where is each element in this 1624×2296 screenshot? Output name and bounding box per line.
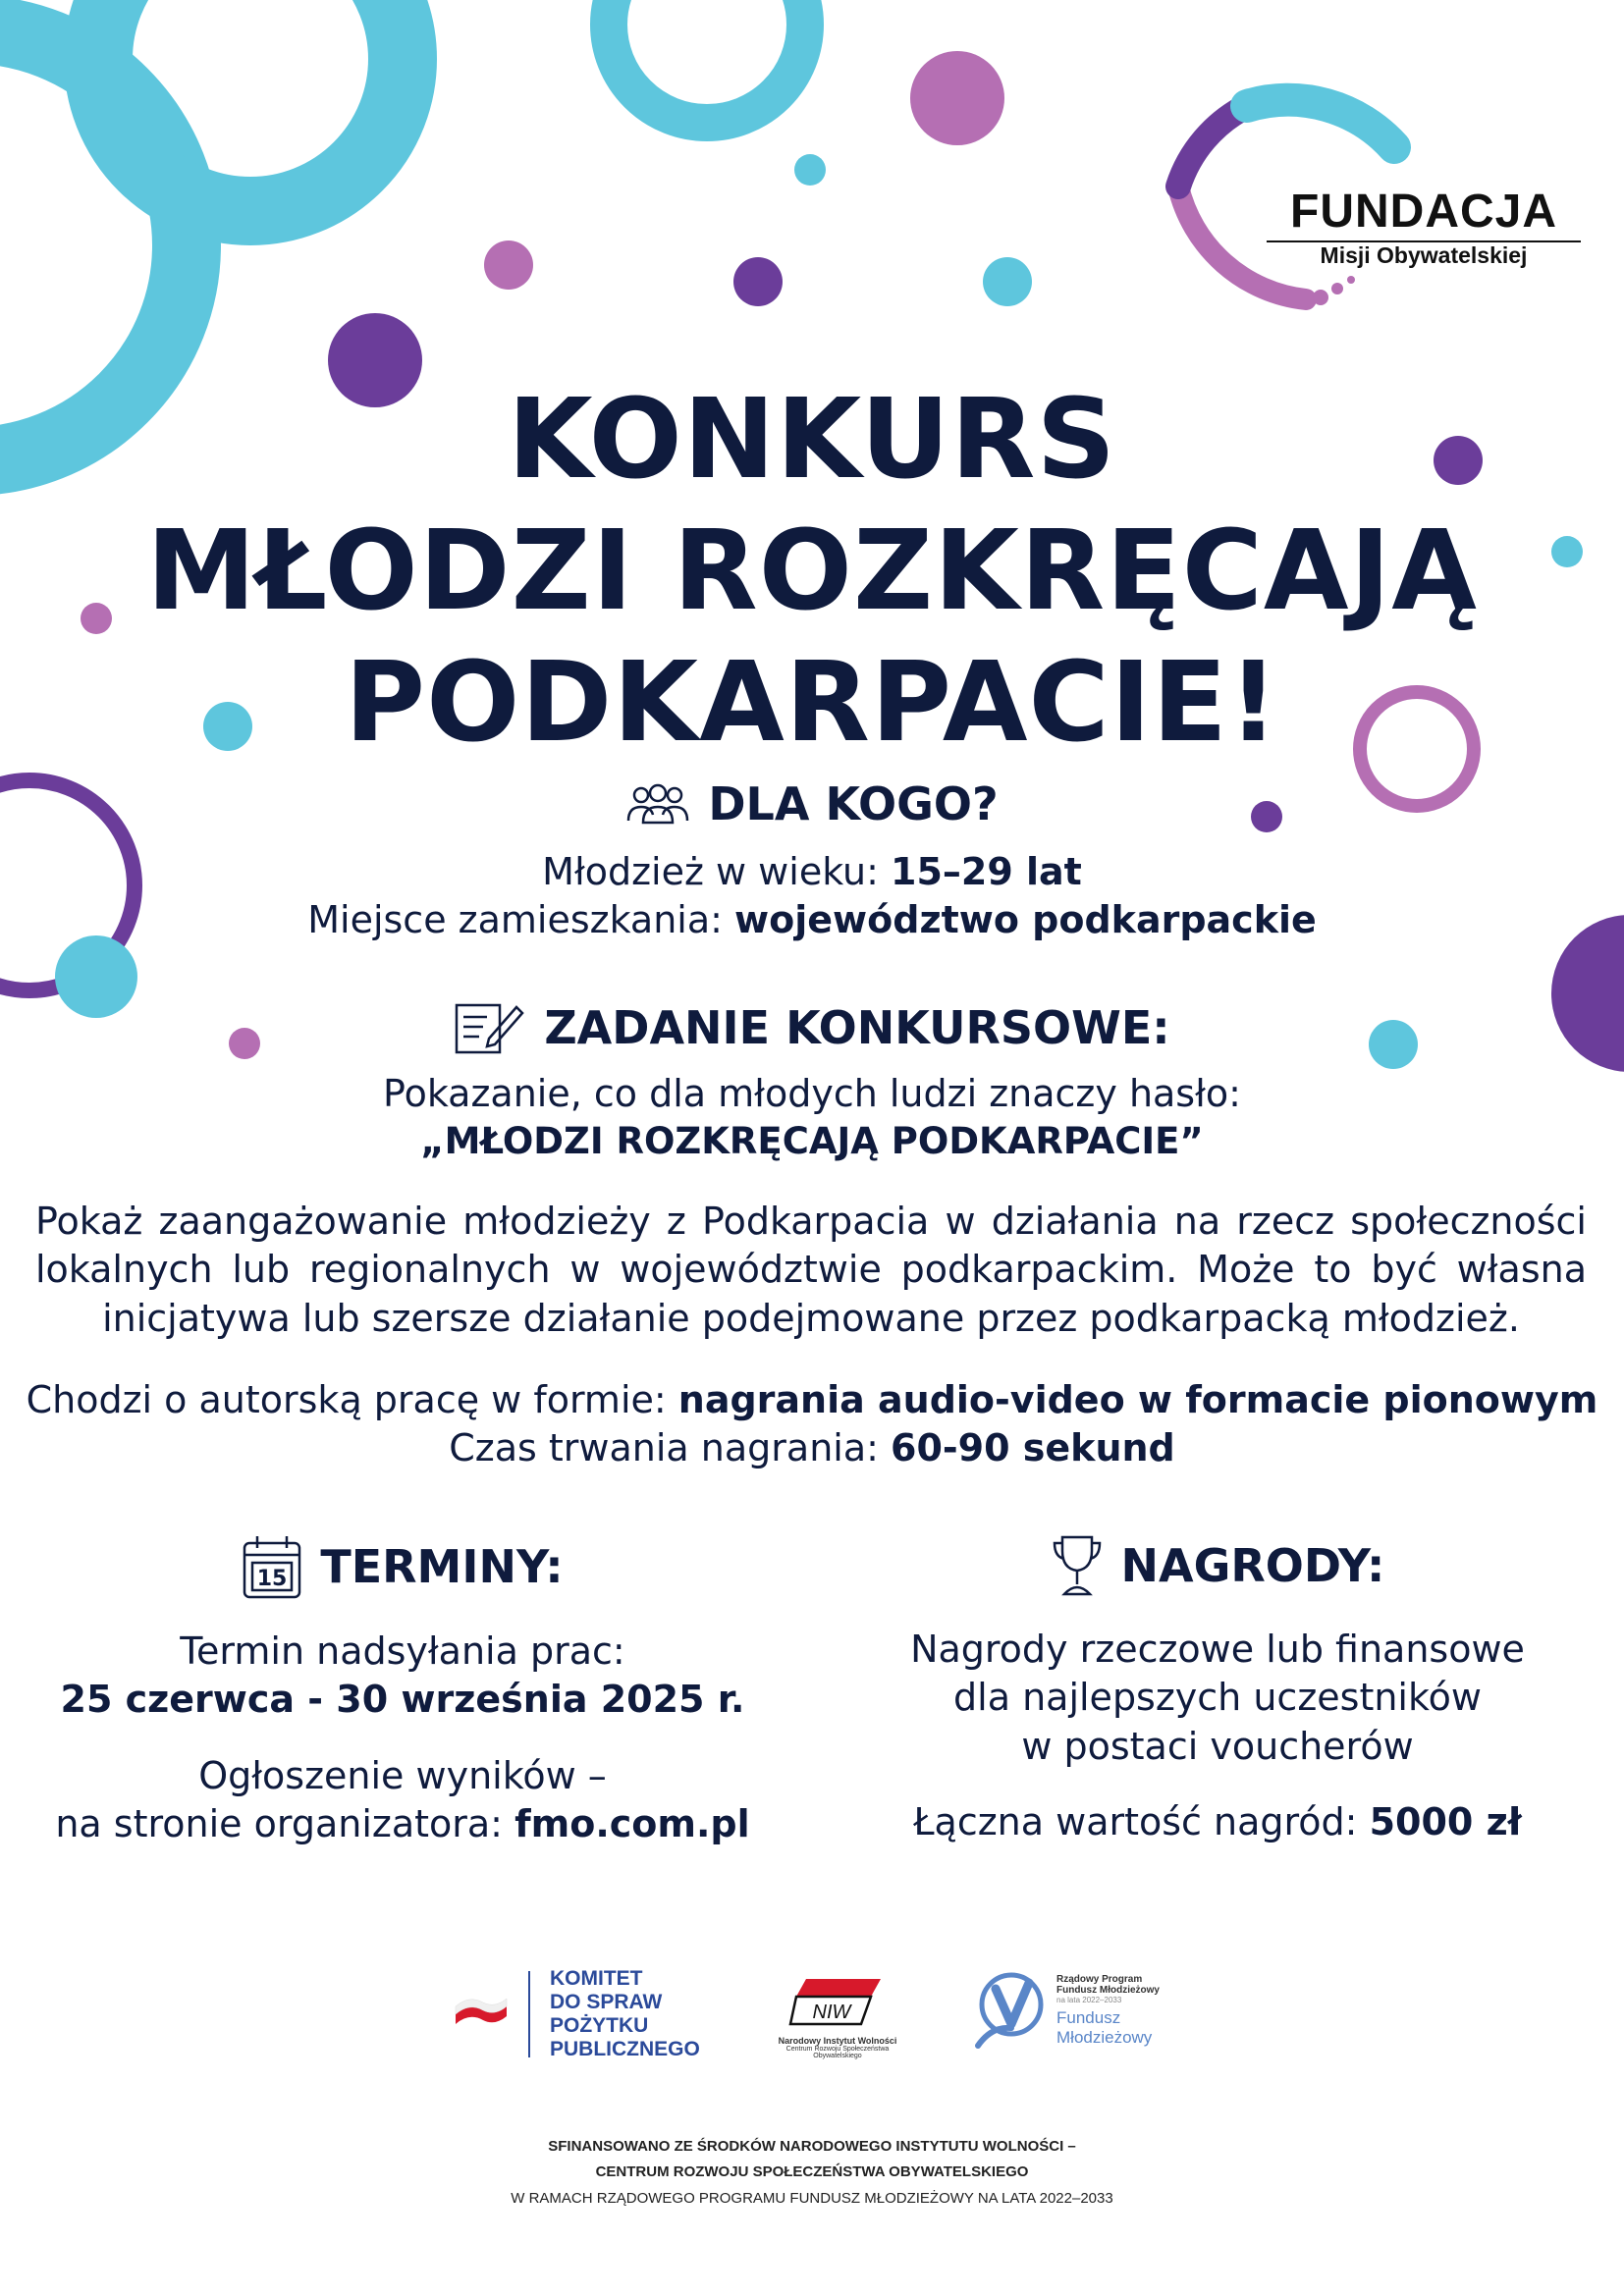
title-line-1: KONKURS xyxy=(507,376,1117,504)
footer xyxy=(0,2134,1624,2212)
deadline-label: Termin nadsyłania prac: xyxy=(180,1629,625,1673)
duration-value: 60-90 sekund xyxy=(891,1426,1175,1470)
nagrody-total-value: 5000 zł xyxy=(1369,1800,1522,1844)
fm-name-2: Młodzieżowy xyxy=(1056,2027,1153,2047)
dla-kogo-heading: DLA KOGO? xyxy=(708,777,999,830)
duration-label: Czas trwania nagrania: xyxy=(449,1426,879,1470)
niw-mark-text: NIW xyxy=(812,2002,851,2023)
form-value: nagrania audio-video w formacie pionowym xyxy=(677,1378,1598,1421)
niw-mark-icon xyxy=(788,1969,887,2032)
title-line-3: PODKARPACIE! xyxy=(345,639,1279,767)
dot-cyan xyxy=(794,154,826,186)
calendar-day: 15 xyxy=(257,1567,288,1591)
place-label: Miejsce zamieszkania: xyxy=(307,898,723,942)
main-title xyxy=(0,376,1624,767)
results-label: na stronie organizatora: xyxy=(55,1802,503,1846)
footer-line-1: SFINANSOWANO ZE ŚRODKÓW NARODOWEGO INSTYTUTU WOLNOŚCI – xyxy=(548,2138,1076,2155)
dot-pink xyxy=(910,51,1004,145)
footer-line-2: CENTRUM ROZWOJU SPOŁECZEŃSTWA OBYWATELSKIEGO xyxy=(595,2163,1029,2181)
deadline-value: 25 czerwca - 30 września 2025 r. xyxy=(60,1678,745,1722)
dot-purple xyxy=(733,257,783,306)
zadanie-intro: Pokazanie, co dla młodych ludzi znaczy hasło: xyxy=(383,1072,1241,1115)
fm-line-3: na lata 2022–2033 xyxy=(1056,1995,1122,2004)
document-pen-icon xyxy=(454,999,526,1056)
zadanie-form xyxy=(0,1376,1624,1473)
nagrody-line-3: w postaci voucherów xyxy=(1021,1724,1414,1768)
kpp-line-1: KOMITET xyxy=(550,1966,643,1990)
fm-line-2: Fundusz Młodzieżowy xyxy=(1056,1984,1160,1996)
place-value: województwo podkarpackie xyxy=(734,898,1317,942)
nagrody-total-label: Łączna wartość nagród: xyxy=(913,1800,1358,1844)
nagrody-line-1: Nagrody rzeczowe lub finansowe xyxy=(910,1628,1525,1671)
zadanie-slogan: „MŁODZI ROZKRĘCAJĄ PODKARPACIE” xyxy=(420,1120,1204,1163)
title-line-2: MŁODZI ROZKRĘCAJĄ xyxy=(146,507,1478,635)
age-value: 15–29 lat xyxy=(891,850,1082,893)
nagrody-heading: NAGRODY: xyxy=(1120,1539,1385,1592)
polish-flag-icon xyxy=(452,1995,511,2034)
kpp-line-3: POŻYTKU xyxy=(550,2014,649,2037)
age-label: Młodzież w wieku: xyxy=(542,850,879,893)
fm-name-1: Fundusz xyxy=(1056,2007,1121,2027)
section-nagrody xyxy=(854,1533,1581,1847)
terminy-heading: TERMINY: xyxy=(320,1540,564,1593)
footer-line-3: W RAMACH RZĄDOWEGO PROGRAMU FUNDUSZ MŁODZIEŻOWY NA LATA 2022–2033 xyxy=(511,2189,1113,2207)
dot-cyan xyxy=(983,257,1032,306)
niw-line-1: Narodowy Instytut Wolności xyxy=(778,2036,897,2046)
results-link[interactable]: fmo.com.pl xyxy=(514,1802,750,1846)
niw-line-2: Centrum Rozwoju Społeczeństwa Obywatelskiego xyxy=(785,2046,890,2059)
fmo-logo-title: FUNDACJA xyxy=(1267,185,1581,242)
kpp-line-4: PUBLICZNEGO xyxy=(550,2038,700,2061)
section-zadanie xyxy=(0,999,1624,1165)
logo-fundusz-mlodziezowy xyxy=(972,1969,1160,2052)
nagrody-line-2: dla najlepszych uczestników xyxy=(953,1676,1482,1720)
fm-line-1: Rządowy Program xyxy=(1056,1973,1143,1985)
fmo-logo xyxy=(1267,185,1581,269)
fmo-logo-subtitle: Misji Obywatelskiej xyxy=(1320,242,1528,268)
zadanie-description: Pokaż zaangażowanie młodzieży z Podkarpacia w działania na rzecz społeczności lokalnych lub regionalnych w województwie podkarpackim. Może to być własna inicjatywa lub szersze działanie podejmowane przez podkarpacką młodzież. xyxy=(35,1200,1587,1340)
section-dla-kogo xyxy=(0,777,1624,945)
logo-niw xyxy=(764,1969,911,2059)
dot-pink xyxy=(484,240,533,290)
results-line-1: Ogłoszenie wyników – xyxy=(198,1753,607,1797)
top-small-cyan-ring xyxy=(609,0,805,123)
section-terminy xyxy=(39,1533,766,1849)
fundusz-v-icon xyxy=(972,1969,1049,2052)
kpp-line-2: DO SPRAW xyxy=(550,1990,663,2013)
form-label: Chodzi o autorską pracę w formie: xyxy=(26,1378,667,1421)
people-group-icon xyxy=(625,783,690,825)
trophy-icon xyxy=(1051,1533,1104,1598)
logo-kpp xyxy=(452,1967,700,2061)
zadanie-heading: ZADANIE KONKURSOWE: xyxy=(544,1001,1170,1054)
calendar-icon xyxy=(242,1533,302,1600)
